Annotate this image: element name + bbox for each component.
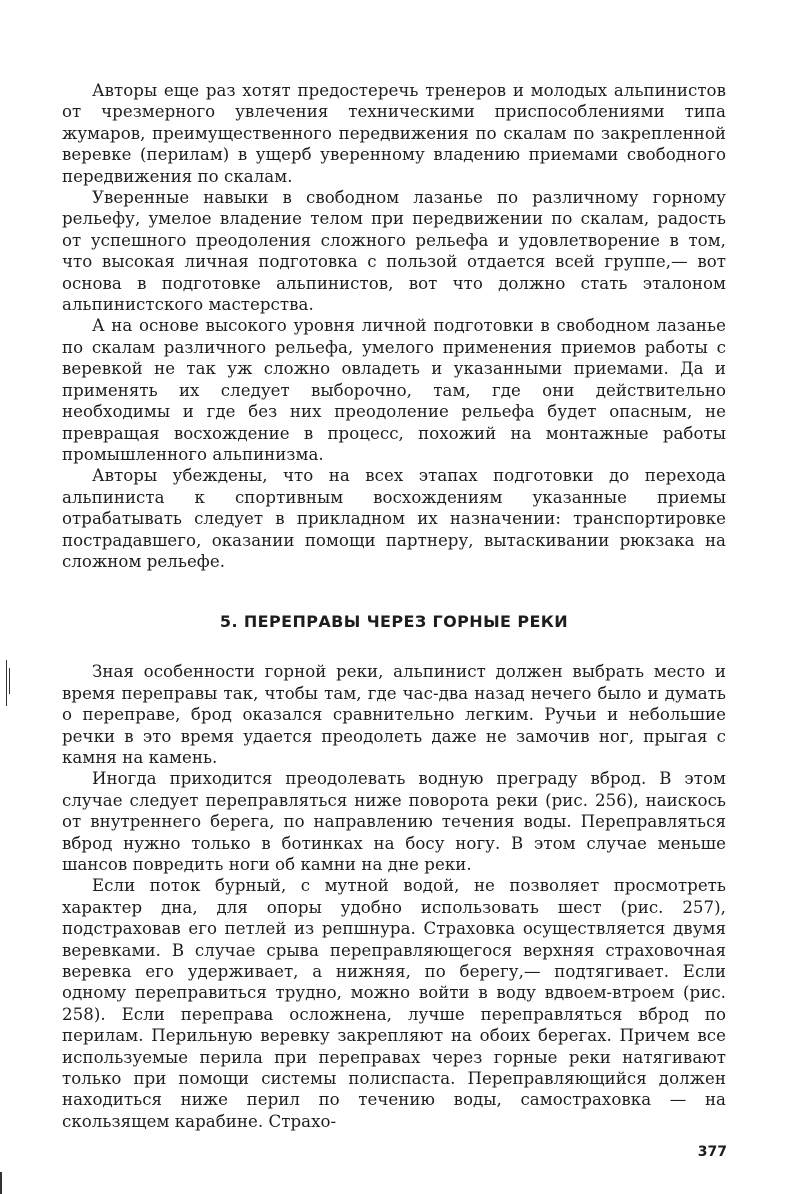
paragraph-7: Если поток бурный, с мутной водой, не позволяет просмотреть характер дна, для опоры удобно использовать шест (рис. 257), подстраховав его петлей из репшнура. Страховка осуществляется двумя веревками. В случае срыва переправляющегося верхняя страховочная веревка его удерживает, а нижняя, по берегу,— подтягивает. Если одному переправиться трудно, можно войти в воду вдвоем-втроем (рис. 258). Если переправа осложнена, лучше переправляться вброд по перилам. Перильную веревку закрепляют на обоих берегах. Причем все используемые перила при переправах через горные реки натягивают только при помощи системы полиспаста. Переправляющийся должен находиться ниже перил по течению воды, самостраховка — на скользящем карабине. Страхо- bbox=[62, 876, 726, 1131]
scan-margin-mark bbox=[9, 668, 10, 694]
page-number: 377 bbox=[697, 1144, 727, 1160]
paragraph-4: Авторы убеждены, что на всех этапах подготовки до перехода альпиниста к спортивным восхождениям указанные приемы отрабатывать следует в прикладном их назначении: транспортировке пострадавшего, оказании помощи партнеру, вытаскивании рюкзака на сложном рельефе. bbox=[62, 466, 726, 571]
paragraph-2: Уверенные навыки в свободном лазанье по различному горному рельефу, умелое владение телом при передвижении по скалам, радость от успешного преодоления сложного рельефа и удовлетворение в том, что высокая личная подготовка с пользой отдается всей группе,— вот основа в подготовке альпинистов, вот что должно стать эталоном альпинистского мастерства. bbox=[62, 188, 726, 315]
paragraph-6: Иногда приходится преодолевать водную преграду вброд. В этом случае следует переправляться ниже поворота реки (рис. 256), наискось от внутреннего берега, по направлению течения воды. Переправляться вброд нужно только в ботинках на босу ногу. В этом случае меньше шансов повредить ноги об камни на дне реки. bbox=[62, 769, 726, 874]
scan-margin-mark bbox=[6, 660, 7, 706]
page-content bbox=[62, 80, 726, 1132]
paragraph-5: Зная особенности горной реки, альпинист должен выбрать место и время переправы так, чтобы там, где час-два назад нечего было и думать о переправе, брод оказался сравнительно легким. Ручьи и небольшие речки в это время удается преодолеть даже не замочив ног, прыгая с камня на камень. bbox=[62, 662, 726, 767]
paragraph-1: Авторы еще раз хотят предостеречь тренеров и молодых альпинистов от чрезмерного увлечения техническими приспособлениями типа жумаров, преимущественного передвижения по скалам по закрепленной веревке (перилам) в ущерб уверенному владению приемами свободного передвижения по скалам. bbox=[62, 81, 726, 186]
scan-edge-mark bbox=[0, 1172, 2, 1194]
paragraph-3: А на основе высокого уровня личной подготовки в свободном лазанье по скалам различного рельефа, умелого применения приемов работы с веревкой не так уж сложно овладеть и указанными приемами. Да и применять их следует выборочно, там, где они действительно необходимы и где без них преодоление рельефа будет опасным, не превращая восхождение в процесс, похожий на монтажные работы промышленного альпинизма. bbox=[62, 316, 726, 464]
section-heading: 5. ПЕРЕПРАВЫ ЧЕРЕЗ ГОРНЫЕ РЕКИ bbox=[219, 612, 569, 632]
